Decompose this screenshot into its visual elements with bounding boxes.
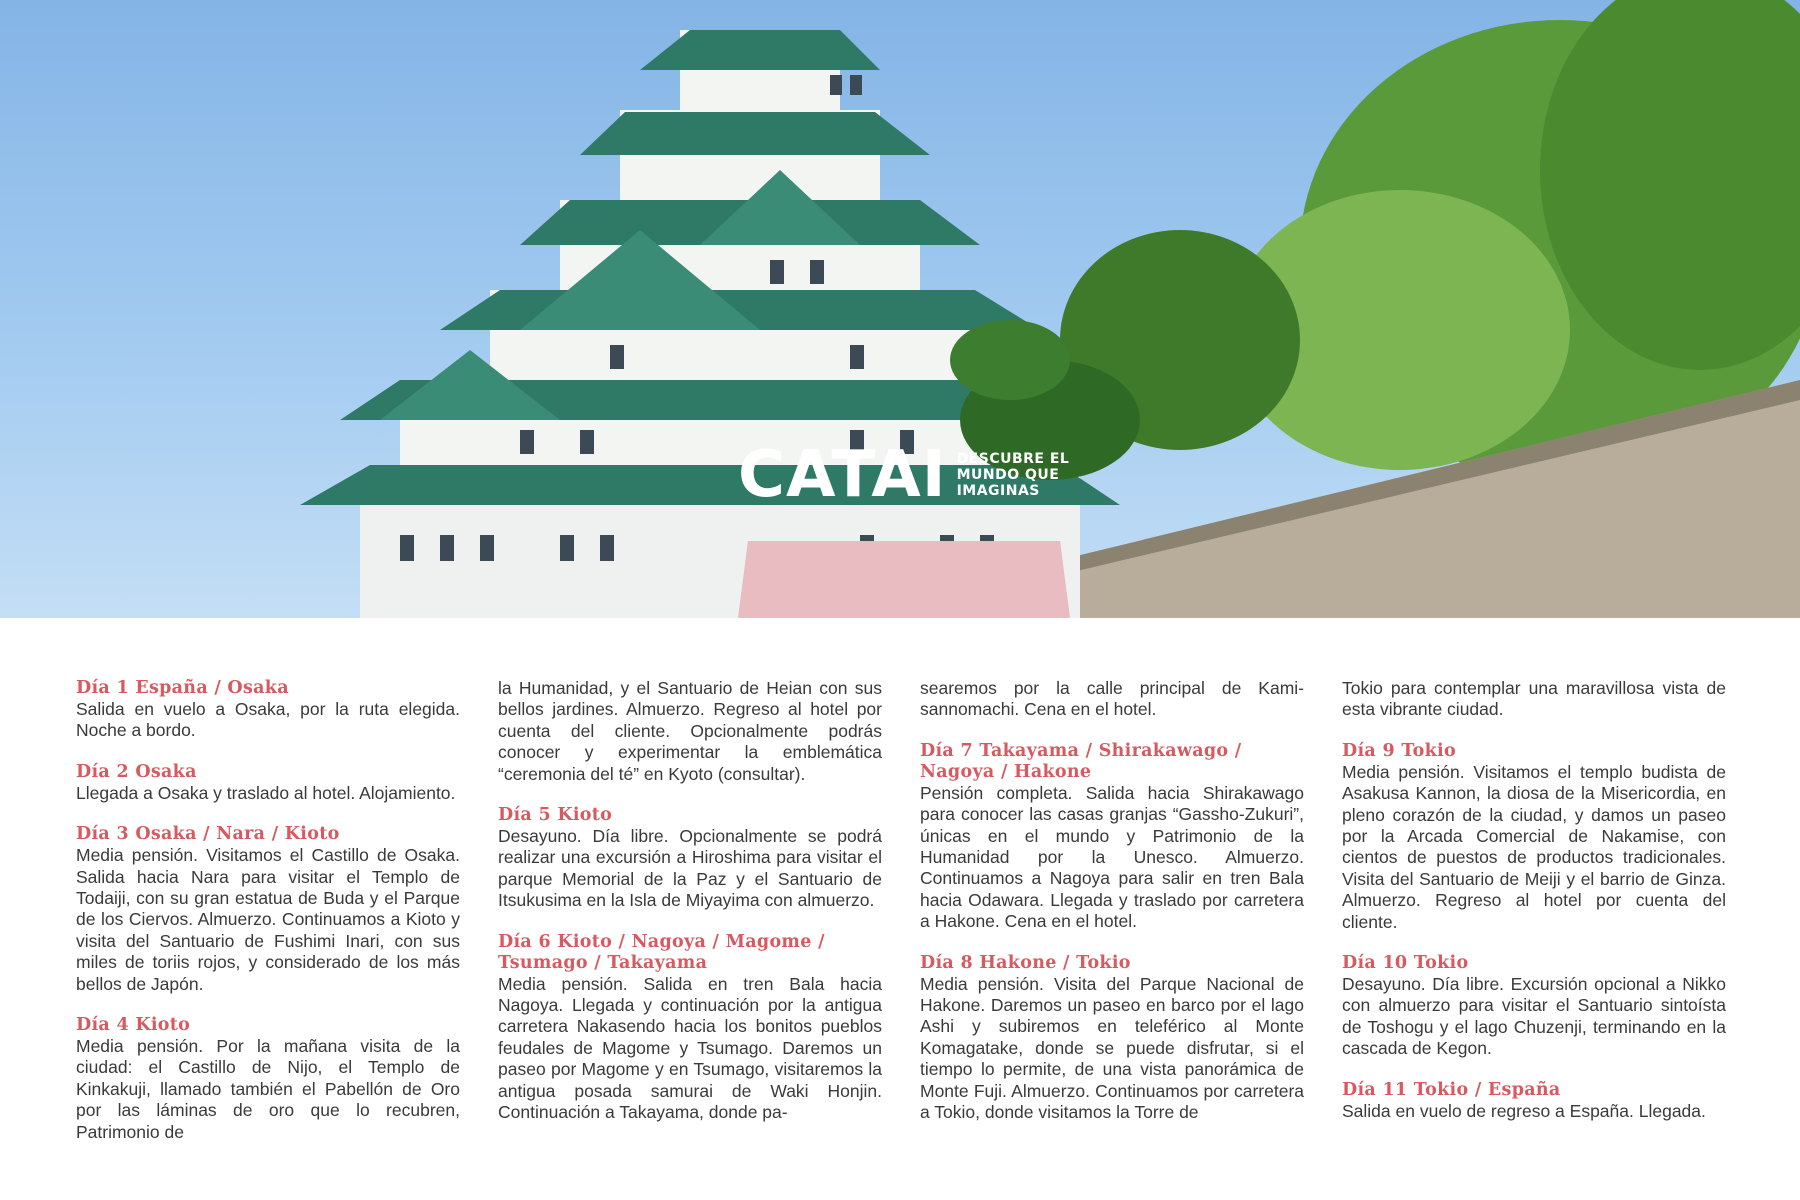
day-title: Día 10 Tokio [1342, 953, 1469, 974]
day-entry [1342, 741, 1726, 933]
itinerary-column-2 [498, 678, 882, 1158]
day-continuation [920, 678, 1304, 721]
day-body: Media pensión. Visita del Parque Nacional de Hakone. Daremos un paseo en barco por el lago Ashi y subiremos en teleférico al Monte Komagatake, donde se puede disfrutar, si el tiempo lo permite, de una vista panorámica de Monte Fuji. Almuerzo. Continuamos por carretera a Tokio, donde visitamos la Torre de [920, 973, 1304, 1123]
tagline-line-1: DESCUBRE EL [956, 451, 1070, 467]
day-entry [76, 762, 460, 804]
day-entry [1342, 953, 1726, 1060]
day-title: Día 5 Kioto [498, 805, 613, 826]
day-entry [920, 741, 1304, 933]
tagline-line-2: MUNDO QUE [956, 467, 1060, 483]
day-body: Desayuno. Día libre. Opcionalmente se podrá realizar una excursión a Hiroshima para visitar el parque Memorial de la Paz y el Santuario de Itsukusima en la Isla de Miyayima con almuerzo. [498, 826, 882, 911]
brand-name: CATAI [738, 438, 947, 512]
day-continuation [1342, 678, 1726, 721]
tagline-line-3: IMAGINAS [956, 483, 1040, 499]
day-title: Día 4 Kioto [76, 1015, 191, 1036]
day-body: la Humanidad, y el Santuario de Heian con sus bellos jardines. Almuerzo. Regreso al hotel por cuenta del cliente. Opcionalmente podrás conocer y experimentar la emblemática “ceremonia del té” en Kyoto (consultar). [498, 678, 882, 784]
brand-tagline [957, 451, 1070, 499]
day-body: Media pensión. Salida en tren Bala hacia Nagoya. Llegada y continuación por la antigua carretera Nakasendo hacia los bonitos pueblos feudales de Magome y Tsumago. Daremos un paseo por Magome y en Tsumago, visitaremos la antigua posada samurai de Waki Honjin. Continuación a Takayama, donde pa- [498, 973, 882, 1123]
brand-logo [738, 440, 1069, 510]
day-title: Día 9 Tokio [1342, 740, 1456, 761]
day-body: Tokio para contemplar una maravillosa vista de esta vibrante ciudad. [1342, 678, 1726, 720]
day-title: Día 2 Osaka [76, 761, 197, 782]
day-title: Día 7 Takayama / Shirakawago / Nagoya / Hakone [920, 740, 1242, 782]
pink-tab-decoration [738, 541, 1070, 618]
day-body: Media pensión. Visitamos el Castillo de Osaka. Salida hacia Nara para visitar el Templo de Todaiji, con su gran estatua de Buda y el Parque de los Ciervos. Almuerzo. Continuamos a Kioto y visita del Santuario de Fushimi Inari, con sus miles de toriis rojos, y considerado de los más bellos de Japón. [76, 845, 460, 994]
day-title: Día 3 Osaka / Nara / Kioto [76, 824, 340, 845]
day-entry [76, 1015, 460, 1143]
day-title: Día 8 Hakone / Tokio [920, 952, 1131, 973]
itinerary-column-3 [920, 678, 1304, 1158]
day-title: Día 11 Tokio / España [1342, 1079, 1561, 1100]
day-body: Llegada a Osaka y traslado al hotel. Alojamiento. [76, 782, 456, 803]
day-body: Salida en vuelo de regreso a España. Llegada. [1342, 1100, 1706, 1121]
day-body: Media pensión. Por la mañana visita de la ciudad: el Castillo de Nijo, el Templo de Kinkakuji, llamado también el Pabellón de Oro por las láminas de oro que lo recubren, Patrimonio de [76, 1036, 460, 1142]
day-entry [920, 953, 1304, 1124]
itinerary-column-4 [1342, 678, 1726, 1158]
itinerary-column-1 [76, 678, 460, 1158]
day-entry [1342, 1080, 1726, 1122]
day-entry [76, 678, 460, 742]
day-body: Desayuno. Día libre. Excursión opcional a Nikko con almuerzo para visitar el Santuario sintoísta de Toshogu y el lago Chuzenji, terminando en la cascada de Kegon. [1342, 974, 1726, 1059]
day-entry [498, 932, 882, 1124]
day-body: Salida en vuelo a Osaka, por la ruta elegida. Noche a bordo. [76, 699, 460, 741]
day-body: Pensión completa. Salida hacia Shirakawago para conocer las casas granjas “Gassho-Zukuri”, únicas en el mundo y Patrimonio de la Humanidad por la Unesco. Almuerzo. Continuamos a Nagoya para salir en tren Bala hacia Odawara. Llegada y traslado por carretera a Hakone. Cena en el hotel. [920, 782, 1304, 932]
day-entry [498, 805, 882, 912]
day-title: Día 6 Kioto / Nagoya / Magome / Tsumago / Takayama [498, 931, 825, 973]
day-entry [76, 824, 460, 995]
day-continuation [498, 678, 882, 785]
day-body: searemos por la calle principal de Kami-sannomachi. Cena en el hotel. [920, 678, 1304, 720]
day-body: Media pensión. Visitamos el templo budista de Asakusa Kannon, la diosa de la Misericordia, en pleno corazón de la ciudad, y damos un paseo por la Arcada Comercial de Nakamise, con cientos de puestos de productos tradicionales. Visita del Santuario de Meiji y el barrio de Ginza. Almuerzo. Regreso al hotel por cuenta del cliente. [1342, 761, 1726, 932]
itinerary-columns [76, 678, 1726, 1158]
day-title: Día 1 España / Osaka [76, 678, 289, 698]
